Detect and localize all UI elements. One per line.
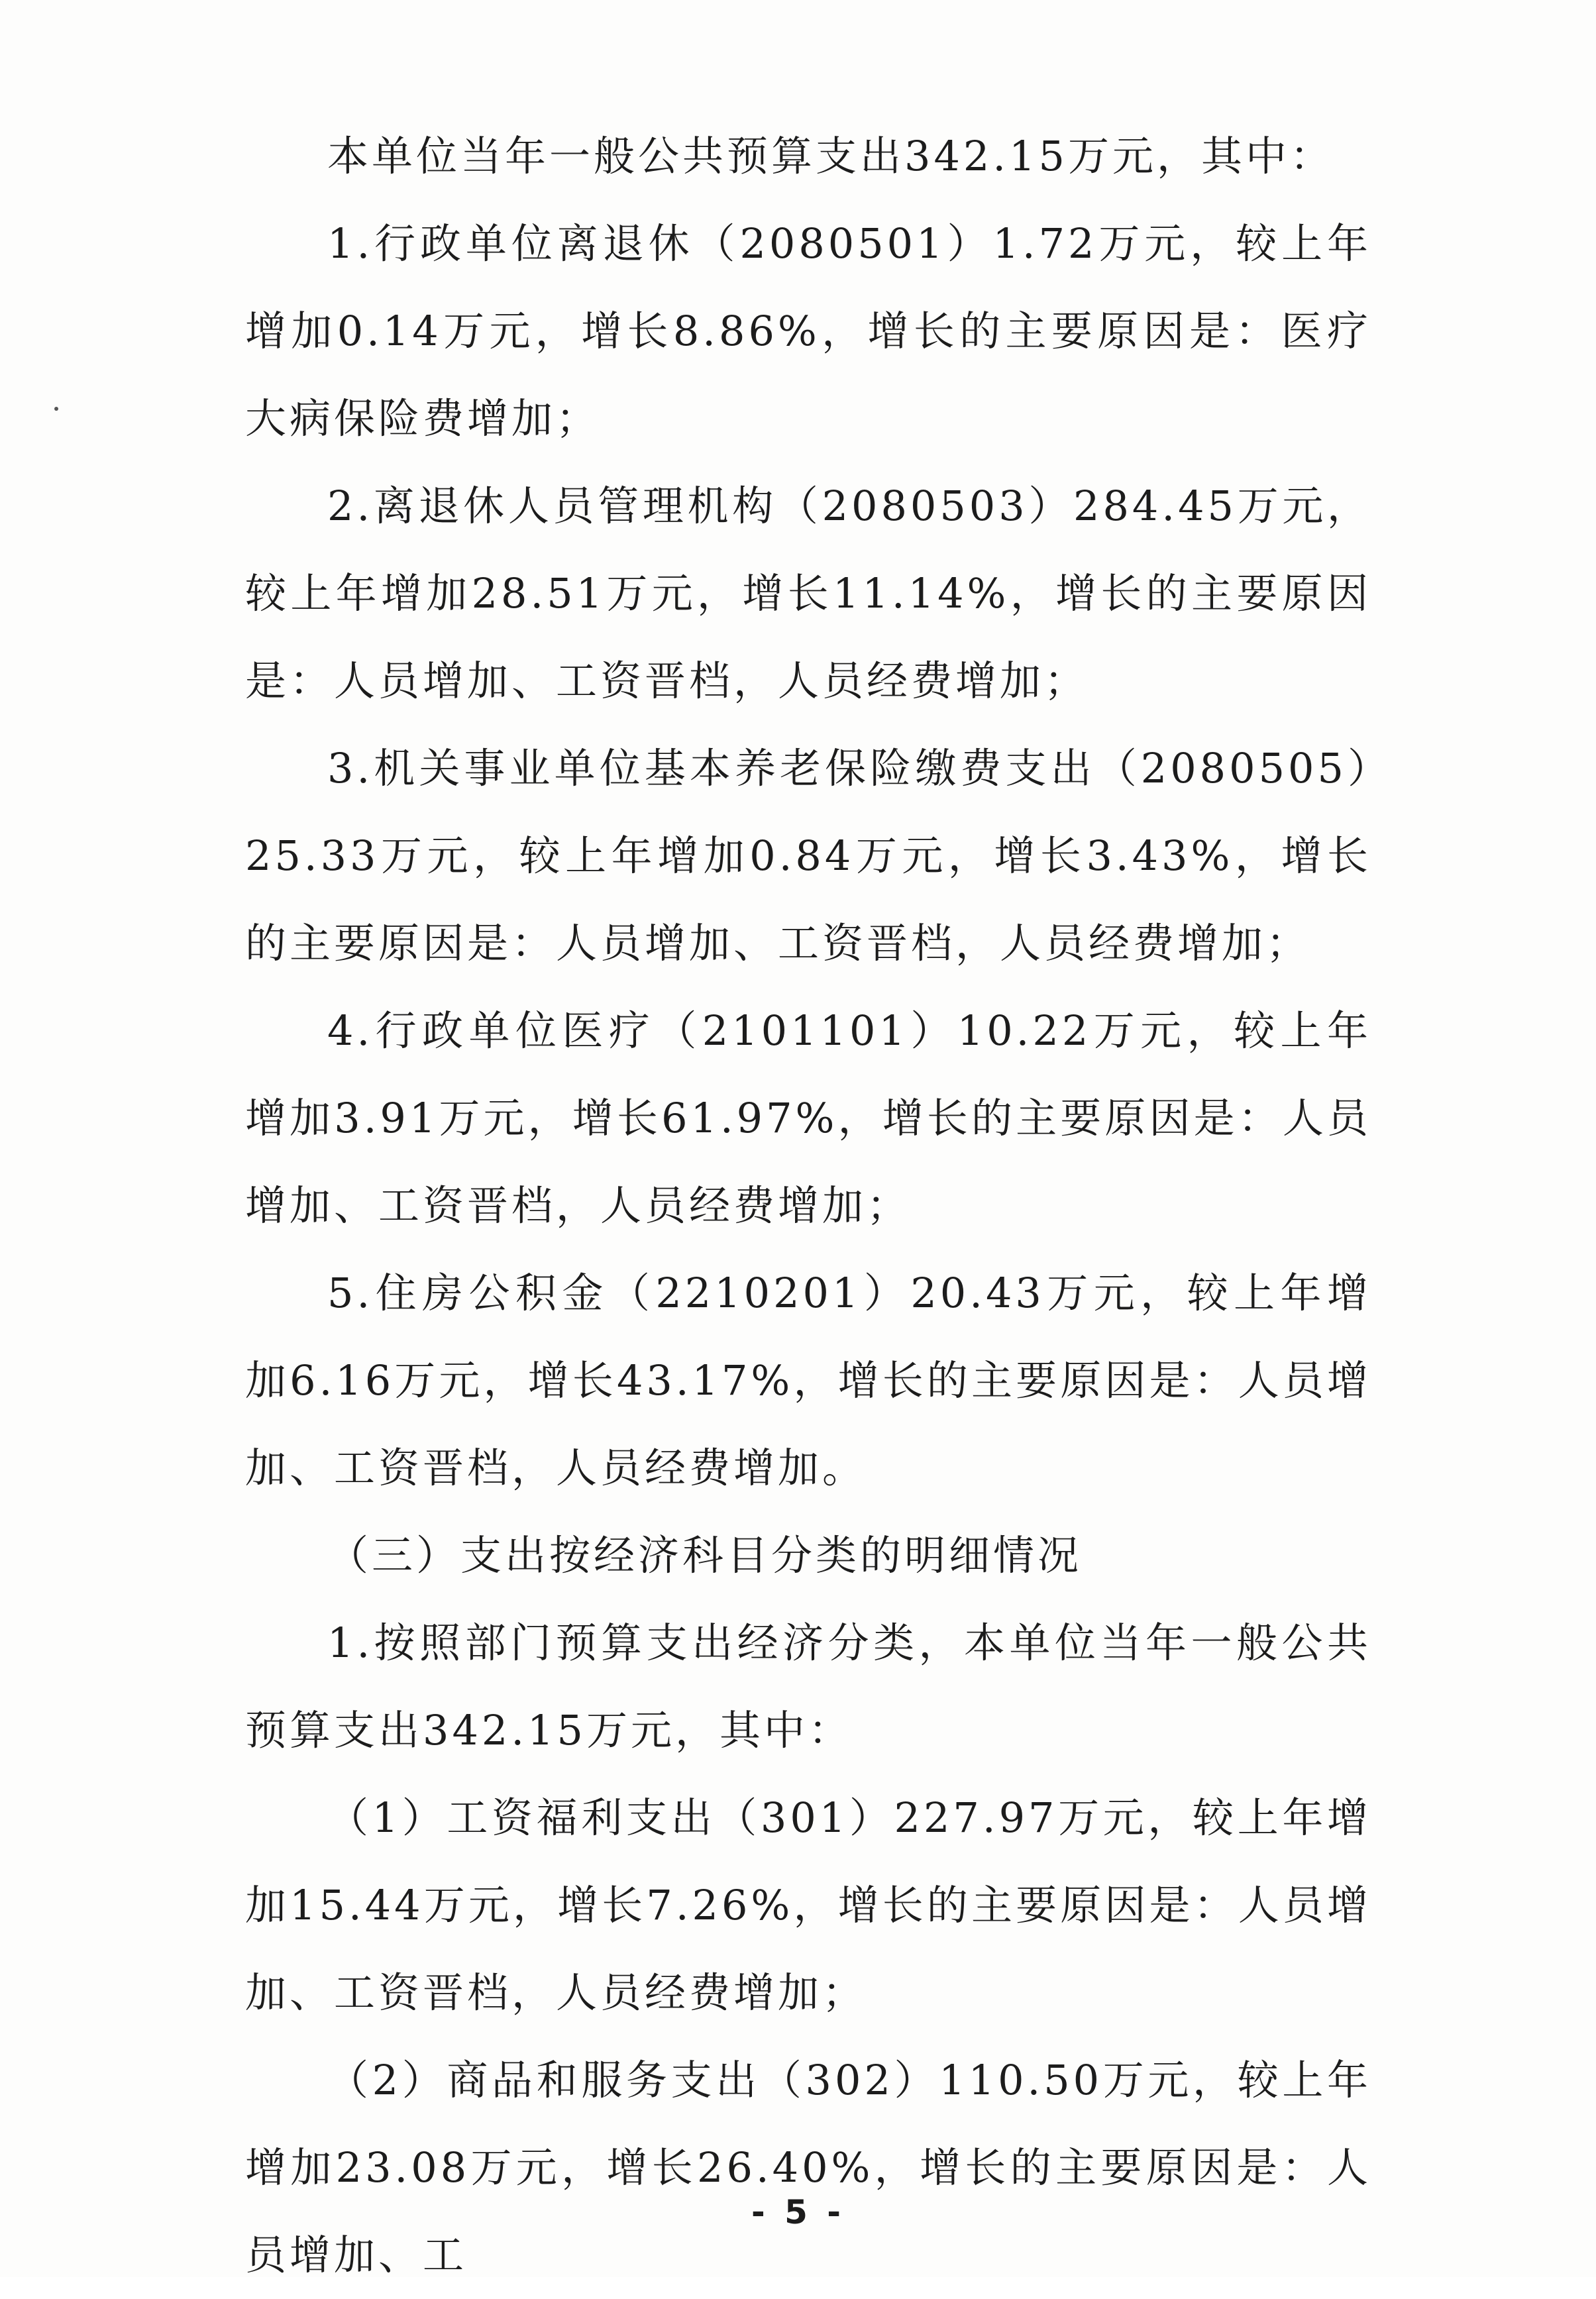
document-body xyxy=(245,113,1371,2299)
paragraph-item-3: 3.机关事业单位基本养老保险缴费支出（2080505）25.33万元，较上年增加0.84万元，增长3.43%，增长的主要原因是：人员增加、工资晋档，人员经费增加； xyxy=(245,744,1371,967)
page-number: - 5 - xyxy=(751,2193,845,2231)
paragraph-subitem-1: （1）工资福利支出（301）227.97万元，较上年增加15.44万元，增长7.26%，增长的主要原因是：人员增加、工资晋档，人员经费增加； xyxy=(245,1793,1371,2017)
paragraph-economic-classification: 1.按照部门预算支出经济分类，本单位当年一般公共预算支出342.15万元，其中： xyxy=(245,1619,1371,1754)
paragraph-intro: 本单位当年一般公共预算支出342.15万元，其中： xyxy=(327,132,1334,180)
scan-speck xyxy=(54,407,58,411)
paragraph-item-4: 4.行政单位医疗（2101101）10.22万元，较上年增加3.91万元，增长61.97%，增长的主要原因是：人员增加、工资晋档，人员经费增加； xyxy=(245,1006,1371,1230)
paragraph-item-1: 1.行政单位离退休（2080501）1.72万元，较上年增加0.14万元，增长8.86%，增长的主要原因是：医疗大病保险费增加； xyxy=(245,219,1371,443)
section-heading: （三）支出按经济科目分类的明细情况 xyxy=(327,1531,1083,1579)
paragraph-item-2: 2.离退休人员管理机构（2080503）284.45万元，较上年增加28.51万元，增长11.14%，增长的主要原因是：人员增加、工资晋档，人员经费增加； xyxy=(245,482,1371,705)
paragraph-item-5: 5.住房公积金（2210201）20.43万元，较上年增加6.16万元，增长43.17%，增长的主要原因是：人员增加、工资晋档，人员经费增加。 xyxy=(245,1269,1371,1492)
paragraph-subitem-2: （2）商品和服务支出（302）110.50万元，较上年增加23.08万元，增长26.40%，增长的主要原因是：人员增加、工 xyxy=(245,2056,1371,2279)
